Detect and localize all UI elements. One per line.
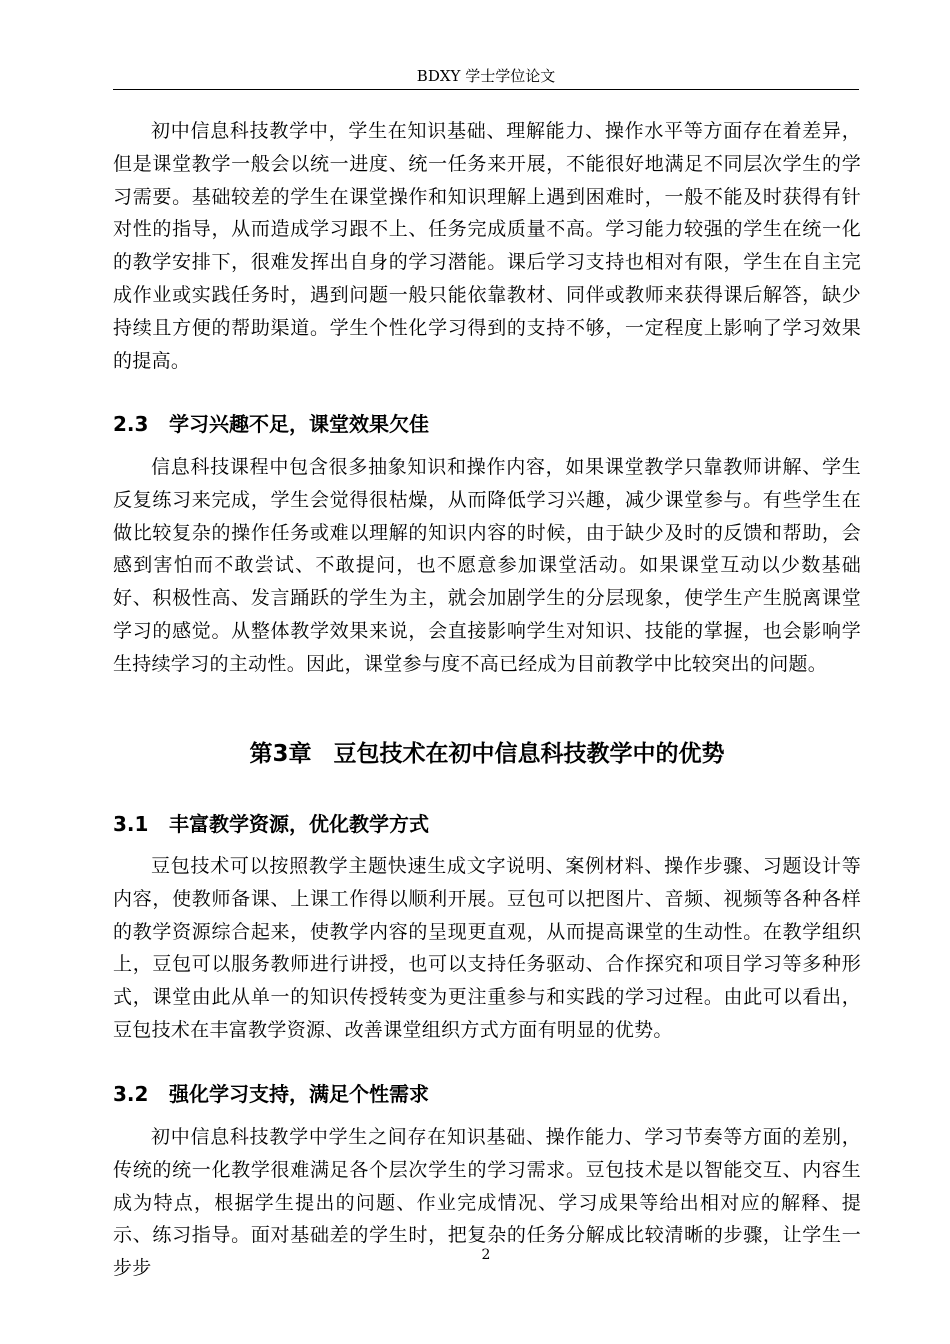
chapter-heading-3 xyxy=(113,738,861,770)
section-heading-3-2 xyxy=(113,1080,861,1108)
section-title: 丰富教学资源，优化教学方式 xyxy=(169,812,429,836)
section-number: 3.1 xyxy=(113,812,149,836)
chapter-number: 第3章 xyxy=(249,741,312,767)
section-heading-2-3 xyxy=(113,410,861,438)
section-title: 强化学习支持，满足个性需求 xyxy=(169,1082,429,1106)
section-number: 2.3 xyxy=(113,412,149,436)
section-number: 3.2 xyxy=(113,1082,149,1106)
paragraph-teaching-resources: 豆包技术可以按照教学主题快速生成文字说明、案例材料、操作步骤、习题设计等内容，使教师备课、上课工作得以顺利开展。豆包可以把图片、音频、视频等各种各样的教学资源综合起来，使教学内容的呈现更直观，从而提高课堂的生动性。在教学组织上，豆包可以服务教师进行讲授，也可以支持任务驱动、合作探究和项目学习等多种形式，课堂由此从单一的知识传授转变为更注重参与和实践的学习过程。由此可以看出，豆包技术在丰富教学资源、改善课堂组织方式方面有明显的优势。 xyxy=(113,855,861,1041)
section-heading-3-1 xyxy=(113,810,861,838)
paragraph-learning-interest: 信息科技课程中包含很多抽象知识和操作内容，如果课堂教学只靠教师讲解、学生反复练习来完成，学生会觉得很枯燥，从而降低学习兴趣，减少课堂参与。有些学生在做比较复杂的操作任务或难以理解的知识内容的时候，由于缺少及时的反馈和帮助，会感到害怕而不敢尝试、不敢提问，也不愿意参加课堂活动。如果课堂互动以少数基础好、积极性高、发言踊跃的学生为主，就会加剧学生的分层现象，使学生产生脱离课堂学习的感觉。从整体教学效果来说，会直接影响学生对知识、技能的掌握，也会影响学生持续学习的主动性。因此，课堂参与度不高已经成为目前教学中比较突出的问题。 xyxy=(113,456,861,675)
paragraph-learning-support: 初中信息科技教学中学生之间存在知识基础、操作能力、学习节奏等方面的差别，传统的统一化教学很难满足各个层次学生的学习需求。豆包技术是以智能交互、内容生成为特点，根据学生提出的问题、作业完成情况、学习成果等给出相对应的解释、提示、练习指导。面对基础差的学生时，把复杂的任务分解成比较清晰的步骤，让学生一步步 xyxy=(113,1126,861,1280)
section-title: 学习兴趣不足，课堂效果欠佳 xyxy=(169,412,429,436)
header-rule xyxy=(113,89,859,90)
running-header: BDXY 学士学位论文 xyxy=(416,67,556,85)
paragraph-individual-differences: 初中信息科技教学中，学生在知识基础、理解能力、操作水平等方面存在着差异，但是课堂教学一般会以统一进度、统一任务来开展，不能很好地满足不同层次学生的学习需要。基础较差的学生在课堂操作和知识理解上遇到困难时，一般不能及时获得有针对性的指导，从而造成学习跟不上、任务完成质量不高。学习能力较强的学生在统一化的教学安排下，很难发挥出自身的学习潜能。课后学习支持也相对有限，学生在自主完成作业或实践任务时，遇到问题一般只能依靠教材、同伴或教师来获得课后解答，缺少持续且方便的帮助渠道。学生个性化学习得到的支持不够，一定程度上影响了学习效果的提高。 xyxy=(113,120,861,372)
chapter-title: 豆包技术在初中信息科技教学中的优势 xyxy=(333,741,725,767)
page-number: 2 xyxy=(481,1247,491,1263)
